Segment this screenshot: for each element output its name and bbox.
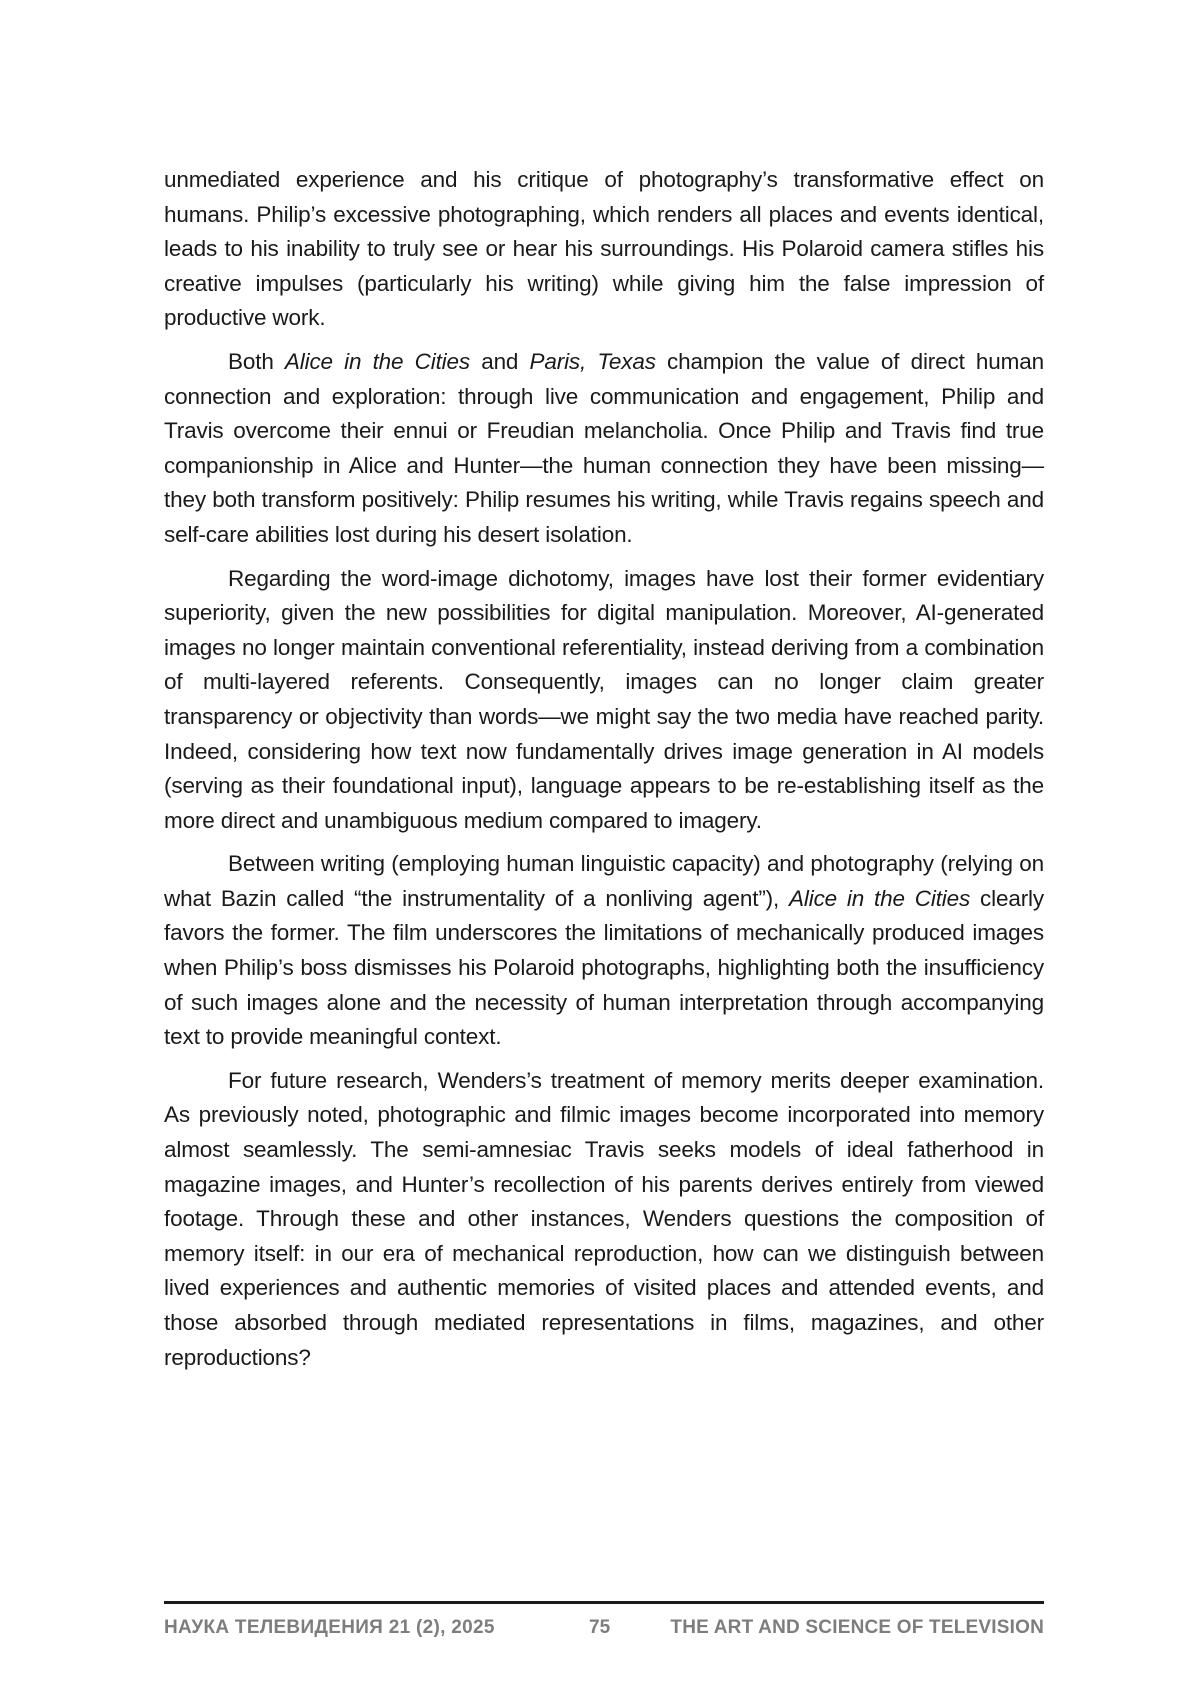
paragraph-2-text: champion the value of direct human connection and exploration: through live communication and engagement, Philip and Travis overcome their ennui or Freudian melancholia. Once Philip and Travis find true companionship in Alice and Hunter—the human connection they have been missing—they both transform positively: Philip resumes his writing, while Travis regains speech and self-care abilities lost during his desert isolation. [164, 348, 1044, 547]
paragraph-2 [164, 345, 1044, 553]
film-title-alice-in-the-cities: Alice in the Cities [789, 885, 971, 911]
article-body [164, 163, 1044, 1384]
paragraph-4-text: Between writing (employing human linguistic capacity) and photography (relying on what Bazin called “the instrumentality of a nonliving agent”), [164, 851, 1044, 911]
paragraph-3-text: Regarding the word-image dichotomy, images have lost their former evidentiary superiority, given the new possibilities for digital manipulation. Moreover, AI-generated images no longer maintain conventional referentiality, instead deriving from a combination of multi-layered referents. Consequently, images can no longer claim greater transparency or objectivity than words—we might say the two media have reached parity. Indeed, considering how text now fundamentally drives image generation in AI models (serving as their foundational input), language appears to be re-establishing itself as the more direct and unambiguous medium compared to imagery. [164, 565, 1044, 833]
paragraph-4-text: clearly favors the former. The film underscores the limitations of mechanically produced images when Philip’s boss dismisses his Polaroid photographs, highlighting both the insufficiency of such images alone and the necessity of human interpretation through accompanying text to provide meaningful context. [164, 885, 1044, 1050]
journal-title-english: THE ART AND SCIENCE OF TELEVISION [670, 1617, 1044, 1638]
film-title-alice-in-the-cities: Alice in the Cities [284, 348, 470, 374]
paragraph-5 [164, 1064, 1044, 1375]
footer-divider [164, 1601, 1044, 1604]
paragraph-1 [164, 163, 1044, 336]
paragraph-2-text: and [469, 348, 530, 374]
page-footer [164, 1617, 1044, 1647]
paragraph-4 [164, 847, 1044, 1055]
paragraph-5-text: For future research, Wenders’s treatment of memory merits deeper examination. As previously noted, photographic and filmic images become incorporated into memory almost seamlessly. The semi-amnesiac Travis seeks models of ideal fatherhood in magazine images, and Hunter’s recollection of his parents derives entirely from viewed footage. Through these and other instances, Wenders questions the composition of memory itself: in our era of mechanical reproduction, how can we distinguish between lived experiences and authentic memories of visited places and attended events, and those absorbed through mediated representations in films, magazines, and other reproductions? [164, 1067, 1044, 1370]
page-number: 75 [589, 1617, 611, 1638]
paragraph-2-text: Both [228, 348, 285, 374]
film-title-paris-texas: Paris, Texas [529, 348, 656, 374]
paragraph-3 [164, 562, 1044, 839]
journal-title-russian: НАУКА ТЕЛЕВИДЕНИЯ 21 (2), 2025 [164, 1617, 495, 1638]
paragraph-1-text: unmediated experience and his critique of photography’s transformative effect on humans. Philip’s excessive photographing, which renders all places and events identical, leads to his inability to truly see or hear his surroundings. His Polaroid camera stifles his creative impulses (particularly his writing) while giving him the false impression of productive work. [164, 167, 1044, 331]
